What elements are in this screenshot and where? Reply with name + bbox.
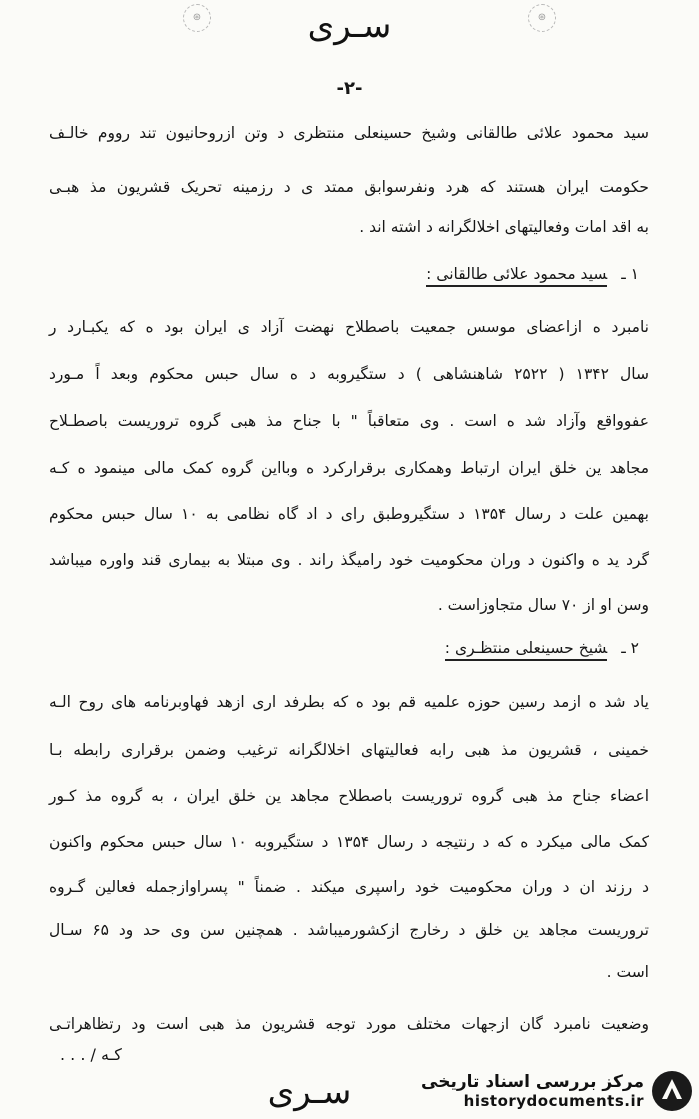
section-heading-1 [426,262,639,286]
section-heading-2 [445,636,639,660]
continuation-mark: کـه / . . . [60,1045,122,1064]
section1-line: سال ۱۳۴۲ ( ۲۵۲۲ شاهنشاهی ) د ستگیروبه د ه سال حبس محکوم وبعد اً مـورد [49,365,650,383]
intro-line: سید محمود علائی طالقانی وشیخ حسینعلی منتظری د وتن ازروحانیون تند رووم خالـف [49,124,649,142]
section2-line: اعضاء جناح مذ هبی گروه تروریست باصطلاح مجاهد ین خلق ایران ، به گروه مذ کـور [49,787,649,805]
classification-top: سـری [307,6,392,46]
section1-line: عفوواقع وآزاد شد ه است . وی متعاقباً " با جناح مذ هبی گروه تروریست باصطـلاح [49,412,649,430]
section1-line: نامبرد ه ازاعضای موسس جمعیت باصطلاح نهضت آزاد ی ایران بود ه که یکبـارد ر [49,318,649,336]
section2-line: است . [606,963,649,981]
closing-line: وضعیت نامبرد گان ازجهات مختلف مورد توجه قشریون مذ هبی است ود رتظاهراتـی [49,1015,649,1033]
section1-line: وسن او از ۷۰ سال متجاوزاست . [437,596,649,614]
archive-stamp-left-icon: ⊛ [183,4,211,32]
section2-line: د رزند ان د وران محکومیت خود راسپری میکند . ضمناً " پسراوازجمله فعالین گـروه [49,878,649,896]
section-title: شیخ حسینعلی منتظـری : [445,639,607,661]
logo-text-fa: مرکز بررسی اسناد تاریخی [421,1072,644,1092]
section2-line: یاد شد ه ازمد رسین حوزه علمیه قم بود ه که بطرفد اری ازهد فهاوبرنامه های روح الـه [49,693,649,711]
section-number: ۲ ـ [621,639,639,657]
page-number: -۲- [336,78,363,99]
section1-line: گرد ید ه واکنون د وران محکومیت خود رامیگذ راند . وی مبتلا به بیماری قند واوره میباشد [49,551,649,569]
section1-line: مجاهد ین خلق ایران ارتباط وهمکاری برقرارکرد ه وبااین گروه کمک مالی مینمود ه کـه [49,459,649,477]
section2-line: خمینی ، قشریون مذ هبی رابه فعالیتهای اخلالگرانه ترغیب وضمن برقراری رابطه بـا [49,741,649,759]
section1-line: بهمین علت د رسال ۱۳۵۴ د ستگیروطبق رای د اد گاه نظامی به ۱۰ سال حبس محکوم [49,505,649,523]
archive-logo[interactable] [408,1066,694,1116]
section-number: ۱ ـ [621,265,639,283]
intro-line: حکومت ایران هستند که هرد ونفرسوابق ممتد ی د رزمینه تحریک قشریون مذ هبـی [49,178,649,196]
section2-line: کمک مالی میکرد ه که د رنتیجه د رسال ۱۳۵۴ د ستگیروبه ۱۰ سال حبس محکوم واکنون [49,833,649,851]
archive-logo-icon [650,1069,694,1113]
logo-text-en: historydocuments.ir [463,1092,644,1110]
classification-bottom: سـری [267,1072,352,1112]
archive-stamp-right-icon: ⊛ [528,4,556,32]
section2-line: تروریست مجاهد ین خلق د رخارج ازکشورمیباشد . همچنین سن وی حد ود ۶۵ سـال [49,921,649,939]
section-title: سید محمود علائی طالقانی : [426,265,607,287]
intro-line: به اقد امات وفعالیتهای اخلالگرانه د اشته اند . [359,218,649,236]
